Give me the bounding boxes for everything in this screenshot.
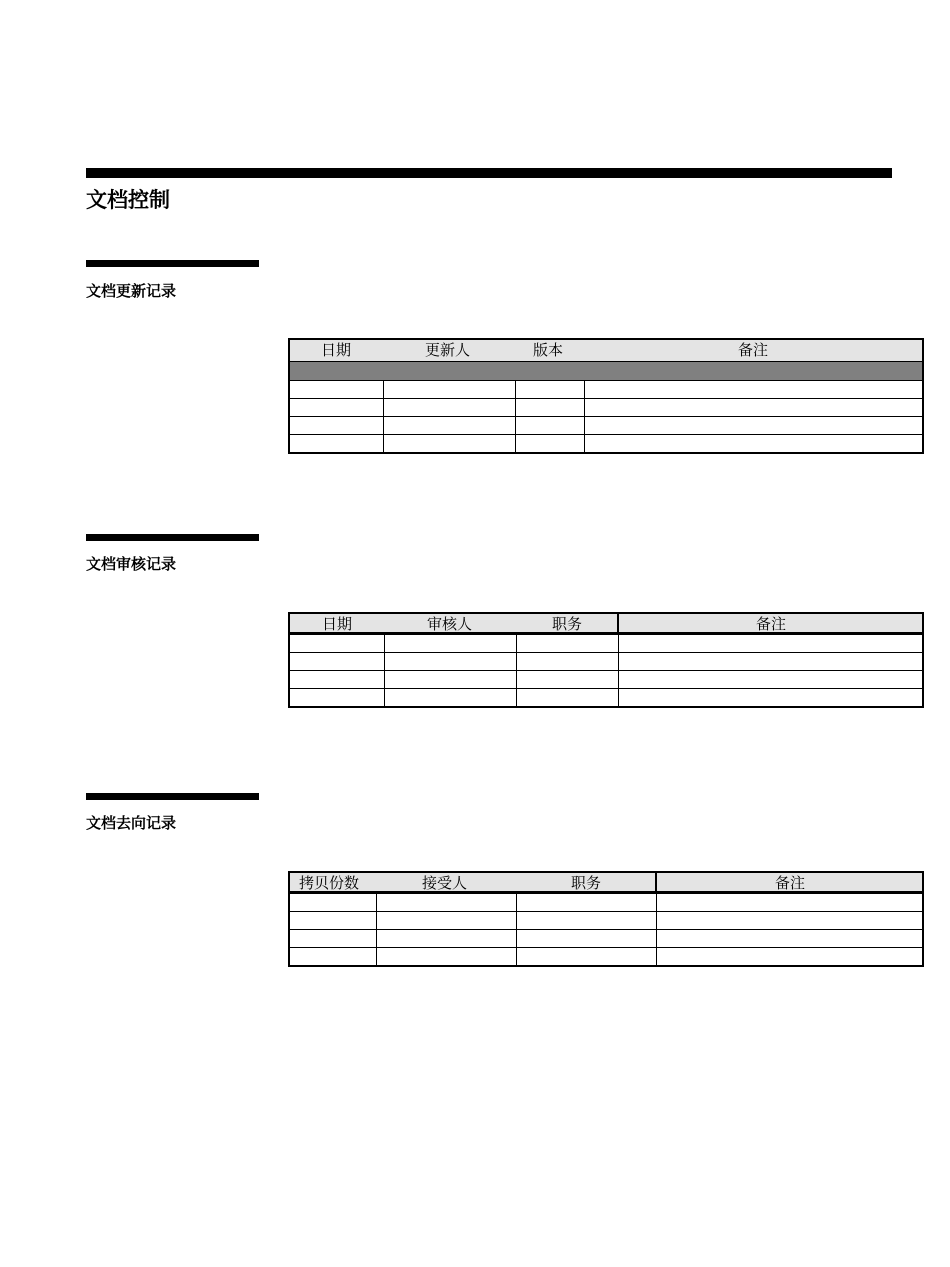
header-remarks: 备注 <box>775 874 806 892</box>
table-row <box>290 911 922 929</box>
section-title-review: 文档审核记录 <box>86 555 177 573</box>
review-record-table <box>288 612 924 708</box>
section-rule-review <box>86 534 259 541</box>
table-row <box>290 929 922 947</box>
table-header <box>290 614 922 635</box>
header-recipient: 接受人 <box>422 874 468 892</box>
header-copy-count: 拷贝份数 <box>299 874 360 892</box>
page-title: 文档控制 <box>86 188 170 212</box>
header-reviewer: 审核人 <box>427 615 473 633</box>
header-shade-bar <box>290 361 922 381</box>
header-remarks: 备注 <box>738 341 769 359</box>
section-rule-update <box>86 260 259 267</box>
section-rule-distribution <box>86 793 259 800</box>
table-row <box>290 416 922 434</box>
header-remarks: 备注 <box>756 615 787 633</box>
header-position: 职务 <box>552 615 583 633</box>
page-top-rule <box>86 168 892 178</box>
section-title-distribution: 文档去向记录 <box>86 814 177 832</box>
table-header <box>290 340 922 361</box>
table-body <box>290 635 922 706</box>
header-divider <box>655 873 657 891</box>
table-row <box>290 688 922 706</box>
distribution-record-table <box>288 871 924 967</box>
table-row <box>290 652 922 670</box>
table-body <box>290 381 922 452</box>
table-row <box>290 434 922 452</box>
table-row <box>290 381 922 398</box>
table-row <box>290 398 922 416</box>
header-date: 日期 <box>321 341 352 359</box>
table-row <box>290 670 922 688</box>
table-header <box>290 873 922 894</box>
header-date: 日期 <box>322 615 353 633</box>
update-record-table <box>288 338 924 454</box>
table-row <box>290 947 922 965</box>
table-body <box>290 894 922 965</box>
table-row <box>290 635 922 652</box>
header-updater: 更新人 <box>425 341 471 359</box>
section-title-update: 文档更新记录 <box>86 282 177 300</box>
table-row <box>290 894 922 911</box>
header-position: 职务 <box>571 874 602 892</box>
header-divider <box>617 614 619 632</box>
header-version: 版本 <box>533 341 564 359</box>
